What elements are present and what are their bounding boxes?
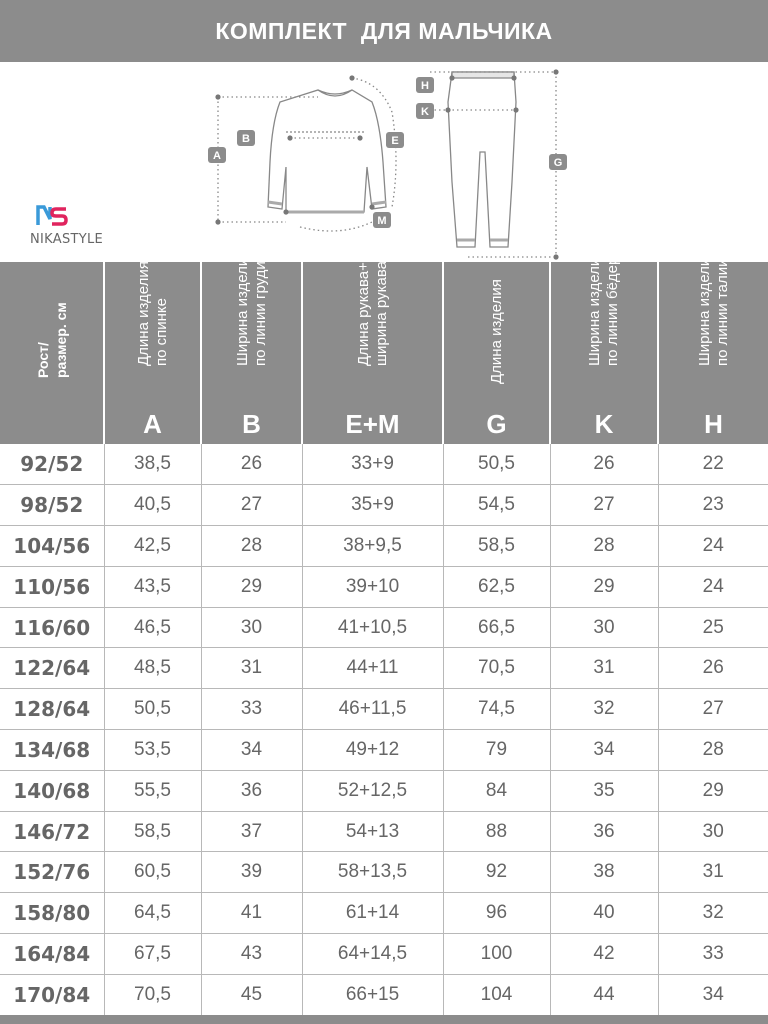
measurement-cell: 26 (658, 648, 768, 689)
column-header (201, 249, 302, 444)
column-header-letter: G (486, 409, 507, 439)
measurement-cell: 70,5 (104, 974, 201, 1015)
measurement-cell: 26 (550, 444, 658, 485)
table-row (0, 485, 768, 526)
size-cell: 158/80 (0, 893, 104, 934)
table-row (0, 607, 768, 648)
brand-name: NIKASTYLE (30, 232, 104, 247)
table-row (0, 811, 768, 852)
measurement-cell: 44+11 (302, 648, 443, 689)
nikastyle-logo-icon (36, 205, 68, 227)
size-cell: 116/60 (0, 607, 104, 648)
measurement-cell: 30 (658, 811, 768, 852)
measurement-cell: 84 (443, 770, 550, 811)
size-cell: 128/64 (0, 689, 104, 730)
measurement-cell: 74,5 (443, 689, 550, 730)
column-header (0, 262, 104, 444)
column-header (104, 262, 201, 444)
column-header-letter: B (242, 409, 261, 439)
label-k: K (421, 106, 429, 118)
column-header-letter: H (704, 409, 723, 439)
measurement-cell: 40,5 (104, 485, 201, 526)
measurement-cell: 64+14,5 (302, 934, 443, 975)
size-cell: 146/72 (0, 811, 104, 852)
measurement-cell: 26 (201, 444, 302, 485)
table-row (0, 770, 768, 811)
measurement-cell: 39+10 (302, 566, 443, 607)
measurement-cell: 45 (201, 974, 302, 1015)
measurement-cell: 41+10,5 (302, 607, 443, 648)
shirt-outline (268, 90, 386, 212)
measurement-cell: 44 (550, 974, 658, 1015)
measurement-cell: 28 (201, 526, 302, 567)
label-h: H (421, 80, 429, 92)
table-header-row (0, 262, 768, 444)
column-header (302, 262, 443, 444)
measurement-cell: 34 (201, 730, 302, 771)
measurement-cell: 38 (550, 852, 658, 893)
measurement-cell: 34 (550, 730, 658, 771)
table-row (0, 934, 768, 975)
measurement-cell: 53,5 (104, 730, 201, 771)
measurement-cell: 88 (443, 811, 550, 852)
label-m: M (377, 215, 387, 227)
size-cell: 140/68 (0, 770, 104, 811)
brand-logo (30, 205, 110, 255)
measurement-cell: 33 (658, 934, 768, 975)
measurement-cell: 60,5 (104, 852, 201, 893)
size-cell: 92/52 (0, 444, 104, 485)
measurement-cell: 29 (658, 770, 768, 811)
label-g: G (553, 157, 563, 169)
measurement-cell: 27 (550, 485, 658, 526)
measurement-cell: 64,5 (104, 893, 201, 934)
size-cell: 104/56 (0, 526, 104, 567)
measurement-cell: 38,5 (104, 444, 201, 485)
size-cell: 110/56 (0, 566, 104, 607)
measurement-cell: 22 (658, 444, 768, 485)
measurement-cell: 54+13 (302, 811, 443, 852)
garment-diagram (0, 62, 768, 262)
measurement-cell: 41 (201, 893, 302, 934)
measurement-cell: 52+12,5 (302, 770, 443, 811)
measurement-cell: 54,5 (443, 485, 550, 526)
measurement-cell: 31 (550, 648, 658, 689)
measurement-cell: 79 (443, 730, 550, 771)
measurement-cell: 43,5 (104, 566, 201, 607)
measurement-cell: 32 (550, 689, 658, 730)
measurement-cell: 31 (658, 852, 768, 893)
size-cell: 98/52 (0, 485, 104, 526)
measurement-cell: 30 (550, 607, 658, 648)
measurement-cell: 58,5 (104, 811, 201, 852)
measurement-cell: 42,5 (104, 526, 201, 567)
column-header-label: Ширина изделия по линии груди (233, 249, 269, 366)
measurement-cell: 35 (550, 770, 658, 811)
measurement-cell: 30 (201, 607, 302, 648)
table-body (0, 444, 768, 1015)
measurement-cell: 58,5 (443, 526, 550, 567)
column-header-letter: E+M (345, 409, 400, 439)
measurement-cell: 28 (550, 526, 658, 567)
measurement-cell: 58+13,5 (302, 852, 443, 893)
table-row (0, 852, 768, 893)
measurement-cell: 66,5 (443, 607, 550, 648)
table-row (0, 526, 768, 567)
column-header-letter: A (143, 409, 162, 439)
measurement-cell: 27 (201, 485, 302, 526)
measurement-cell: 100 (443, 934, 550, 975)
measurement-cell: 92 (443, 852, 550, 893)
measurement-cell: 34 (702, 984, 724, 1005)
measurement-cell: 61+14 (302, 893, 443, 934)
measurement-cell: 49+12 (302, 730, 443, 771)
column-header-label: Длина рукава+ ширина рукава (354, 261, 390, 366)
table-row (0, 444, 768, 485)
measurement-cell: 96 (443, 893, 550, 934)
table-row (0, 730, 768, 771)
table-row (0, 648, 768, 689)
measurement-cell: 46+11,5 (302, 689, 443, 730)
measurement-cell: 70,5 (443, 648, 550, 689)
size-cell: 170/84 (0, 974, 104, 1015)
column-header (443, 262, 550, 444)
table-row (0, 689, 768, 730)
measurement-cell: 55,5 (104, 770, 201, 811)
column-header-label: Рост/ размер. см (34, 302, 69, 378)
column-header (658, 249, 768, 444)
page-title: КОМПЛЕКТ ДЛЯ МАЛЬЧИКА (0, 0, 768, 62)
table-row (0, 893, 768, 934)
measurement-cell: 33+9 (302, 444, 443, 485)
measurement-cell: 37 (201, 811, 302, 852)
label-b: B (242, 133, 250, 145)
measurement-cell: 25 (658, 607, 768, 648)
measurement-cell: 29 (550, 566, 658, 607)
measurement-cell: 43 (201, 934, 302, 975)
measurement-cell: 32 (658, 893, 768, 934)
measurement-cell: 28 (658, 730, 768, 771)
size-table (0, 249, 768, 1015)
table-row (0, 566, 768, 607)
measurement-cell: 29 (201, 566, 302, 607)
measurement-cell: 36 (201, 770, 302, 811)
label-e: E (391, 135, 399, 147)
bottom-bar (0, 1015, 768, 1024)
measurement-cell: 24 (658, 566, 768, 607)
measurement-cell: 38+9,5 (302, 526, 443, 567)
measurement-cell: 62,5 (443, 566, 550, 607)
size-cell: 122/64 (0, 648, 104, 689)
column-header (550, 249, 658, 444)
measurement-cell: 31 (201, 648, 302, 689)
column-header-label: Ширина изделия по линии талии (695, 249, 731, 366)
size-cell: 164/84 (0, 934, 104, 975)
measurement-cell: 66+15 (302, 974, 443, 1015)
measurement-cell: 42 (550, 934, 658, 975)
measurement-cell: 50,5 (104, 689, 201, 730)
measurement-cell: 36 (550, 811, 658, 852)
measurement-cell: 35+9 (302, 485, 443, 526)
column-header-letter: K (594, 409, 614, 439)
table-row (0, 974, 768, 1015)
measurement-cell: 46,5 (104, 607, 201, 648)
measurement-cell: 48,5 (104, 648, 201, 689)
size-cell: 152/76 (0, 852, 104, 893)
pants-outline (448, 72, 516, 247)
column-header-label: Длина изделия (487, 279, 505, 384)
label-a: A (213, 150, 221, 162)
measurement-cell: 23 (658, 485, 768, 526)
measurement-cell: 27 (658, 689, 768, 730)
size-cell: 134/68 (0, 730, 104, 771)
measurement-cell: 50,5 (443, 444, 550, 485)
column-header-label: Длина изделия по спинке (134, 261, 170, 366)
measurement-cell: 33 (201, 689, 302, 730)
measurement-cell: 24 (658, 526, 768, 567)
measurement-cell: 104 (443, 974, 550, 1015)
measurement-cell: 39 (201, 852, 302, 893)
column-header-label: Ширина изделия по линии бёдер (586, 249, 621, 366)
measurement-cell: 67,5 (104, 934, 201, 975)
measurement-cell: 40 (550, 893, 658, 934)
